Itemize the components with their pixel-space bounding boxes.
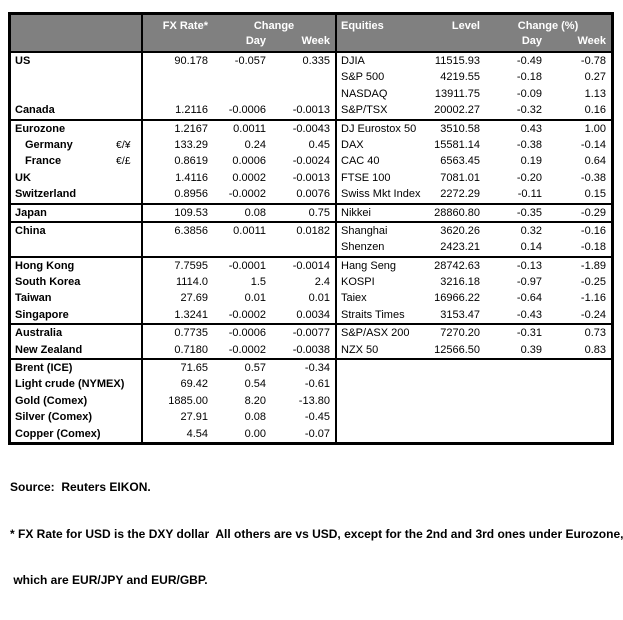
- equity-level-value: 16966.22: [434, 292, 480, 305]
- equity-day-change-value: [485, 376, 547, 392]
- fx-day-change-value: [213, 86, 271, 102]
- equity-level-value: 2272.29: [440, 188, 480, 201]
- fx-week-change-value: -0.0014: [292, 259, 330, 272]
- equity-week-change-value: -0.24: [580, 308, 606, 321]
- equity-row-label: DJ Eurostox 50: [335, 121, 423, 137]
- fx-day-subheader: Day: [245, 35, 266, 47]
- currency-pair-label: [115, 53, 141, 69]
- equity-day-change-value: -0.97: [516, 276, 542, 289]
- currency-pair-label: [115, 86, 141, 102]
- equity-level-value: [423, 426, 485, 442]
- equity-level-value: 12566.50: [434, 343, 480, 356]
- fx-day-change-value: 0.01: [244, 292, 266, 305]
- equity-week-change-value: -0.25: [580, 276, 606, 289]
- fx-week-change-value: -0.0077: [292, 327, 330, 340]
- fx-day-change-value: 8.20: [244, 394, 266, 407]
- fx-rate-value: [141, 69, 213, 85]
- equity-day-change-value: -0.13: [516, 259, 542, 272]
- equity-day-change-value: -0.35: [516, 206, 542, 219]
- equity-row-label: NASDAQ: [335, 86, 423, 102]
- fx-row-label: New Zealand: [15, 343, 83, 356]
- equity-week-change-value: [547, 360, 611, 376]
- equity-week-change-value: -0.29: [580, 206, 606, 219]
- fx-day-change-value: 0.08: [244, 411, 266, 424]
- equity-week-change-value: [547, 409, 611, 425]
- fx-day-change-value: -0.0002: [228, 343, 266, 356]
- fx-week-change-value: [271, 69, 335, 85]
- equities-week-subheader: Week: [577, 35, 606, 47]
- equities-change-pct-column-header: Change (%): [517, 20, 579, 32]
- equity-row-label: DJIA: [335, 53, 423, 69]
- fx-rate-column-header: FX Rate*: [141, 15, 213, 34]
- fx-row-label: Canada: [15, 104, 55, 117]
- equity-day-change-value: -0.32: [516, 104, 542, 117]
- fx-day-change-value: -0.0001: [228, 259, 266, 272]
- fx-week-change-value: -0.34: [304, 362, 330, 375]
- equity-row-label: [335, 376, 423, 392]
- equity-row-label: Nikkei: [335, 205, 423, 221]
- equity-level-value: 4219.55: [440, 71, 480, 84]
- equity-row-label: S&P/ASX 200: [335, 325, 423, 341]
- table-row: [11, 342, 611, 360]
- equity-level-value: 3153.47: [440, 308, 480, 321]
- equity-week-change-value: 0.73: [584, 327, 606, 340]
- fx-week-change-value: 0.0034: [296, 308, 330, 321]
- fx-day-change-value: 0.08: [244, 206, 266, 219]
- equity-day-change-value: -0.09: [516, 87, 542, 100]
- fx-note-line-2: which are EUR/JPY and EUR/GBP.: [10, 573, 208, 587]
- fx-day-change-value: 0.0011: [233, 122, 266, 135]
- fx-row-label: Copper (Comex): [15, 427, 101, 440]
- fx-week-change-value: [271, 86, 335, 102]
- equity-level-value: [423, 409, 485, 425]
- equity-level-value: 7081.01: [440, 171, 480, 184]
- equity-row-label: Taiex: [335, 290, 423, 306]
- equity-day-change-value: -0.64: [516, 292, 542, 305]
- equity-level-value: 20002.27: [434, 104, 480, 117]
- equity-level-value: 13911.75: [434, 87, 480, 100]
- currency-pair-label: [115, 69, 141, 85]
- fx-row-label: Light crude (NYMEX): [15, 378, 125, 391]
- equity-week-change-value: 1.13: [584, 87, 606, 100]
- equity-day-change-value: -0.18: [516, 71, 542, 84]
- currency-pair-label: [115, 186, 141, 202]
- fx-week-change-value: [271, 239, 335, 255]
- currency-pair-label: €/¥: [116, 138, 131, 151]
- table-row: [11, 290, 611, 306]
- equity-week-change-value: 0.16: [584, 104, 606, 117]
- fx-row-label: South Korea: [15, 276, 81, 289]
- currency-pair-label: [115, 223, 141, 239]
- fx-day-change-value: 0.0006: [232, 155, 266, 168]
- equity-week-change-value: 0.27: [584, 71, 606, 84]
- table-row: [11, 376, 611, 392]
- table-row: [11, 274, 611, 290]
- equity-day-change-value: -0.11: [517, 188, 542, 201]
- equity-day-change-value: -0.49: [516, 55, 542, 67]
- equity-week-change-value: 0.15: [584, 188, 606, 201]
- equities-day-subheader: Day: [521, 35, 542, 47]
- currency-pair-label: [115, 121, 141, 137]
- equity-level-value: 15581.14: [434, 138, 480, 151]
- equity-level-value: 28860.80: [434, 206, 480, 219]
- fx-row-label: Silver (Comex): [15, 411, 93, 424]
- fx-week-change-value: 0.75: [308, 206, 330, 219]
- equity-row-label: [335, 409, 423, 425]
- fx-rate-value: 1114.0: [141, 274, 213, 290]
- fx-week-change-value: -0.0024: [292, 155, 330, 168]
- table-row: [11, 205, 611, 223]
- markets-table: [8, 12, 614, 445]
- table-row: [11, 426, 611, 442]
- fx-day-change-value: 0.0002: [232, 171, 266, 184]
- currency-pair-label: [115, 258, 141, 274]
- table-row: [11, 153, 611, 169]
- fx-day-change-value: -0.0002: [228, 308, 266, 321]
- equity-week-change-value: [547, 376, 611, 392]
- equity-day-change-value: 0.39: [520, 343, 542, 356]
- equity-week-change-value: -0.16: [580, 224, 606, 237]
- table-row: [11, 258, 611, 274]
- fx-rate-value: 1.2167: [141, 121, 213, 137]
- table-header-row-top: [11, 15, 611, 34]
- equity-row-label: Shanghai: [335, 223, 423, 239]
- fx-rate-value: 0.8956: [141, 186, 213, 202]
- equity-level-value: 3510.58: [440, 122, 480, 135]
- table-body: [11, 53, 611, 442]
- fx-day-change-value: -0.057: [234, 55, 266, 67]
- fx-rate-value: 69.42: [141, 376, 213, 392]
- equity-row-label: Swiss Mkt Index: [335, 186, 423, 202]
- fx-week-change-value: 0.01: [308, 292, 330, 305]
- equity-day-change-value: -0.38: [516, 138, 542, 151]
- fx-day-change-value: 0.0011: [233, 224, 266, 237]
- fx-change-column-header: Change: [253, 20, 295, 32]
- fx-row-label: Switzerland: [15, 188, 77, 201]
- fx-row-label: [11, 69, 115, 85]
- currency-pair-label: [115, 102, 141, 118]
- table-row: [11, 69, 611, 85]
- fx-week-change-value: -0.0013: [292, 171, 330, 184]
- fx-row-label: Eurozone: [15, 122, 66, 135]
- currency-pair-label: [115, 342, 141, 358]
- fx-rate-value: 1.4116: [141, 170, 213, 186]
- fx-day-change-value: -0.0002: [228, 188, 266, 201]
- table-row: [11, 360, 611, 376]
- table-row: [11, 325, 611, 341]
- equity-row-label: [335, 393, 423, 409]
- fx-rate-value: 71.65: [141, 360, 213, 376]
- table-row: [11, 186, 611, 204]
- equity-level-value: 2423.21: [440, 241, 480, 254]
- equity-row-label: [335, 360, 423, 376]
- fx-week-change-value: 0.335: [302, 55, 330, 67]
- fx-rate-value: 6.3856: [141, 223, 213, 239]
- equity-week-change-value: -0.14: [580, 138, 606, 151]
- currency-pair-label: [115, 409, 141, 425]
- currency-pair-label: [115, 426, 141, 442]
- equity-row-label: Hang Seng: [335, 258, 423, 274]
- fx-rate-value: 1.2116: [141, 102, 213, 118]
- fx-rate-value: 0.7735: [141, 325, 213, 341]
- fx-row-label: [11, 86, 115, 102]
- fx-week-change-value: 2.4: [314, 276, 330, 289]
- table-row: [11, 53, 611, 69]
- currency-pair-label: [115, 205, 141, 221]
- equity-level-value: 6563.45: [440, 155, 480, 168]
- equity-row-label: DAX: [335, 137, 423, 153]
- fx-rate-value: 1885.00: [141, 393, 213, 409]
- fx-rate-value: 1.3241: [141, 307, 213, 323]
- fx-rate-value: 133.29: [141, 137, 213, 153]
- fx-row-label: Hong Kong: [15, 259, 75, 272]
- fx-day-change-value: -0.0006: [228, 327, 266, 340]
- table-row: [11, 307, 611, 325]
- table-row: [11, 86, 611, 102]
- table-row: [11, 409, 611, 425]
- equity-row-label: S&P/TSX: [335, 102, 423, 118]
- fx-day-change-value: -0.0006: [228, 104, 266, 117]
- footnotes: [10, 449, 622, 620]
- fx-week-change-value: -0.61: [304, 378, 330, 391]
- equity-week-change-value: -0.38: [580, 171, 606, 184]
- header-corner-cell: [11, 15, 141, 34]
- equity-week-change-value: 0.83: [584, 343, 606, 356]
- equity-row-label: KOSPI: [335, 274, 423, 290]
- equity-level-value: [423, 360, 485, 376]
- fx-row-label: [11, 239, 115, 255]
- fx-day-change-value: [213, 239, 271, 255]
- equity-day-change-value: [485, 409, 547, 425]
- equity-row-label: FTSE 100: [335, 170, 423, 186]
- source-note: Source: Reuters EIKON.: [10, 480, 151, 494]
- fx-row-label: US: [15, 55, 31, 67]
- fx-rate-value: [141, 86, 213, 102]
- equity-day-change-value: [485, 426, 547, 442]
- equity-week-change-value: [547, 426, 611, 442]
- fx-rate-value: 90.178: [141, 53, 213, 69]
- fx-rate-value: 4.54: [141, 426, 213, 442]
- equity-week-change-value: -1.16: [580, 292, 606, 305]
- table-row: [11, 121, 611, 137]
- equity-week-change-value: 0.64: [584, 155, 606, 168]
- fx-row-label: UK: [15, 171, 31, 184]
- table-row: [11, 239, 611, 257]
- equity-level-value: 3620.26: [440, 224, 480, 237]
- level-column-header: Level: [451, 20, 480, 32]
- currency-pair-label: [115, 239, 141, 255]
- equity-week-change-value: -0.18: [580, 241, 606, 254]
- fx-rate-value: 0.8619: [141, 153, 213, 169]
- fx-week-change-value: 0.0182: [296, 224, 330, 237]
- fx-week-subheader: Week: [301, 35, 330, 47]
- fx-week-change-value: -0.07: [304, 427, 330, 440]
- equity-day-change-value: -0.43: [516, 308, 542, 321]
- header-blank-cell: [335, 34, 485, 51]
- fx-row-label: Brent (ICE): [15, 362, 73, 375]
- fx-rate-value: 7.7595: [141, 258, 213, 274]
- fx-row-label: Germany: [25, 138, 73, 151]
- equity-day-change-value: 0.43: [520, 122, 542, 135]
- table-row: [11, 102, 611, 120]
- currency-pair-label: [115, 307, 141, 323]
- equity-level-value: 28742.63: [434, 259, 480, 272]
- equity-week-change-value: 1.00: [584, 122, 606, 135]
- equity-level-value: 7270.20: [440, 327, 480, 340]
- table-row: [11, 223, 611, 239]
- fx-row-label: Japan: [15, 206, 47, 219]
- fx-week-change-value: 0.45: [308, 138, 330, 151]
- fx-week-change-value: -0.0043: [292, 122, 330, 135]
- equity-row-label: Shenzen: [335, 239, 423, 255]
- equity-week-change-value: -0.78: [580, 55, 606, 67]
- currency-pair-label: [115, 290, 141, 306]
- fx-week-change-value: -0.0038: [292, 343, 330, 356]
- equity-day-change-value: -0.20: [516, 171, 542, 184]
- equity-week-change-value: -1.89: [580, 259, 606, 272]
- equity-row-label: [335, 426, 423, 442]
- fx-rate-value: 27.91: [141, 409, 213, 425]
- equity-day-change-value: 0.19: [520, 155, 542, 168]
- table-header-row-sub: [11, 34, 611, 53]
- header-blank-cell: [11, 34, 141, 51]
- fx-rate-value: 27.69: [141, 290, 213, 306]
- header-blank-cell: [141, 34, 213, 51]
- equity-level-value: [423, 376, 485, 392]
- table-row: [11, 393, 611, 409]
- fx-row-label: China: [15, 224, 46, 237]
- currency-pair-label: [115, 170, 141, 186]
- fx-day-change-value: 0.24: [244, 138, 266, 151]
- equity-day-change-value: [485, 360, 547, 376]
- equity-row-label: NZX 50: [335, 342, 423, 358]
- table-row: [11, 137, 611, 153]
- currency-pair-label: [115, 360, 141, 376]
- fx-rate-value: 0.7180: [141, 342, 213, 358]
- equity-row-label: Straits Times: [335, 307, 423, 323]
- equities-column-header: Equities: [335, 15, 423, 34]
- equity-day-change-value: 0.32: [520, 224, 542, 237]
- fx-day-change-value: 0.57: [244, 362, 266, 375]
- fx-week-change-value: -0.45: [304, 411, 330, 424]
- fx-row-label: France: [25, 155, 62, 168]
- equity-day-change-value: [485, 393, 547, 409]
- equity-week-change-value: [547, 393, 611, 409]
- fx-note-line-1: * FX Rate for USD is the DXY dollar All others are vs USD, except for the 2nd and 3rd ones under Eurozone,: [10, 526, 623, 541]
- currency-pair-label: €/£: [116, 155, 131, 168]
- fx-rate-value: [141, 239, 213, 255]
- equity-level-value: [423, 393, 485, 409]
- equity-day-change-value: 0.14: [520, 241, 542, 254]
- currency-pair-label: [115, 325, 141, 341]
- fx-row-label: Taiwan: [15, 292, 52, 305]
- fx-row-label: Singapore: [15, 308, 69, 321]
- currency-pair-label: [115, 274, 141, 290]
- fx-day-change-value: 1.5: [250, 276, 266, 289]
- currency-pair-label: [115, 376, 141, 392]
- fx-day-change-value: 0.00: [244, 427, 266, 440]
- fx-day-change-value: 0.54: [244, 378, 266, 391]
- fx-day-change-value: [213, 69, 271, 85]
- fx-row-label: Australia: [15, 327, 63, 340]
- fx-week-change-value: -0.0013: [292, 104, 330, 117]
- fx-rate-value: 109.53: [141, 205, 213, 221]
- fx-week-change-value: 0.0076: [296, 188, 330, 201]
- fx-week-change-value: -13.80: [298, 394, 330, 407]
- equity-day-change-value: -0.31: [516, 327, 542, 340]
- equity-level-value: 11515.93: [434, 55, 480, 67]
- fx-row-label: Gold (Comex): [15, 394, 88, 407]
- equity-level-value: 3216.18: [440, 276, 480, 289]
- table-row: [11, 170, 611, 186]
- currency-pair-label: [115, 393, 141, 409]
- equity-row-label: S&P 500: [335, 69, 423, 85]
- equity-row-label: CAC 40: [335, 153, 423, 169]
